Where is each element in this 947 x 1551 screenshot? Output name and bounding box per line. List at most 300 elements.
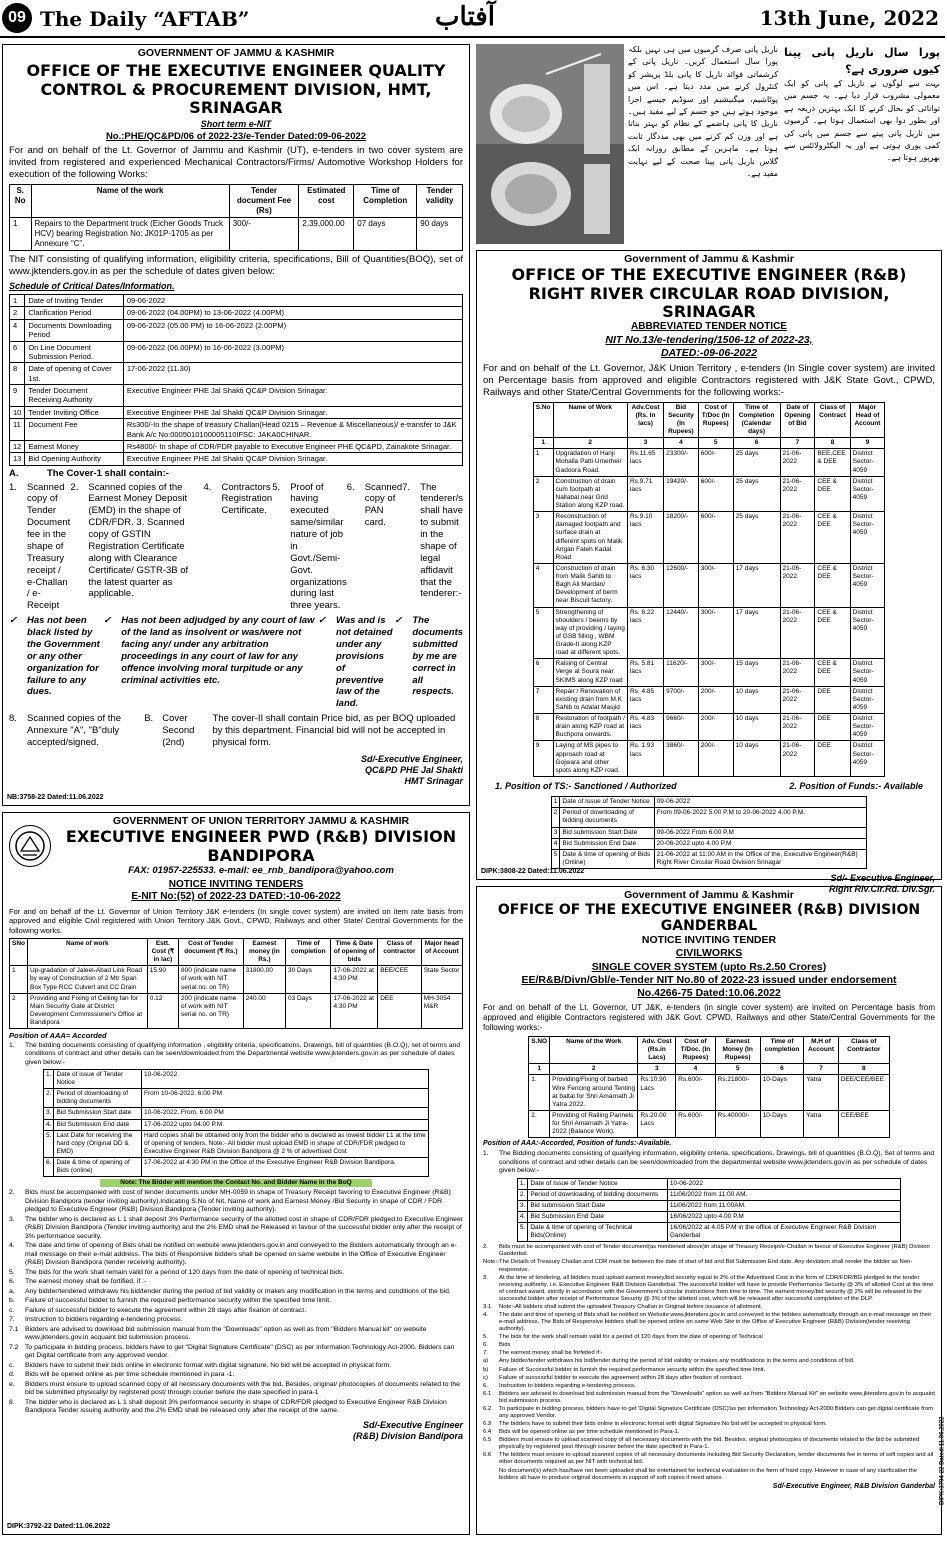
table-header-cell: Time & Date of opening of bids <box>331 938 378 965</box>
affidavit-item <box>103 615 318 710</box>
item-text: At the time of tendering, all bidders must upload earnest money/bid security equal to 2% of the Advertised Cost in the form of CDR/FDR/BG pledged to the tender receiving authority. i.e. Executive Engineer R&B Division Ganderbal. The successful bidder will have to provide Performance Security @ 3% of allotted Cost at the time of contract award, strictly in accordance with the Government's circular instructions from time to time. The earnest money/bid security @ 2% will be released to the successful bidder after receipt of Performance Security @ 3% of the allotted cost, which will be released after successful completion of the DLP. <box>499 1274 934 1302</box>
table-header-cell: Cost of T/Doc. (In Rupees) <box>676 1036 716 1063</box>
condition-item <box>9 482 70 613</box>
signature-block: Sd/-Executive Engineer (R&B) Division Bandipora <box>352 1419 463 1441</box>
ad-reference: DIPK:3808-22 Dated:11.06.2022 <box>481 868 585 876</box>
table-cell: 6. <box>44 1158 54 1177</box>
condition-item <box>9 1288 463 1296</box>
coconut-image-icon <box>476 44 624 244</box>
item-number: ✓ <box>9 615 17 627</box>
item-number: Note:- <box>483 1259 500 1266</box>
tender-ad-bandipora <box>2 812 470 1535</box>
table-cell: 25 days <box>733 476 780 512</box>
item-text: To participate in bidding process, bidders have to get "Digital Signature Certificate" (DSC) as per information Technology Act-2000. Bidders can get Digital certificate from any approved vendor. <box>25 1343 455 1360</box>
table-cell: DEE <box>378 993 422 1029</box>
cover-system: SINGLE COVER SYSTEM (upto Rs.2.50 Crores) <box>591 960 827 973</box>
item-text: Scanned copies of the Annexure "A", "B"duly accepted/signed. <box>27 713 122 748</box>
newspaper-name: The Daily “AFTAB” <box>40 7 250 31</box>
table-cell: District Sector-4059 <box>850 512 885 564</box>
para-1: 1. The Bidding documents consisting of qualifying information, eligibility criteria, specifications, Drawings, bill of quantities (B.O.Q), Set of terms and conditions of contract and other details can be seen/downloaded from the departmental website www.jktenders.gov.in as per schedule of dates given below:- <box>483 1150 935 1175</box>
table-cell: CEE & DEE <box>815 659 850 686</box>
work-row <box>533 476 885 512</box>
works-table <box>9 938 463 1029</box>
item-text: Bids <box>499 1342 511 1349</box>
table-cell: 31800.00 <box>243 966 285 993</box>
condition-item <box>483 1304 935 1311</box>
table-cell: 6 <box>10 341 25 363</box>
condition-item <box>9 1371 463 1379</box>
table-cell: Date & time of opening of Bids (Online) <box>560 849 654 868</box>
item-text: The earnest money shall be forfeited if:- <box>499 1350 603 1357</box>
table-cell: Rs. 4.83 lacs <box>627 714 663 741</box>
table-cell: 21-06-2022 <box>780 659 815 686</box>
bid-note: Note: The Bidder will mention the Contact No. and Bidder Name in the BoQ <box>100 1179 372 1187</box>
item-number: 2. <box>483 1244 488 1251</box>
work-row <box>533 741 885 777</box>
item-text: Scanned copies of the Earnest Money Deposit (EMD) in the shape of CDR/FDR. 3. Scanned copy of GSTIN Registration Certificate along with Clearance Certificate/ GSTR-3B of the latest quarter as applicable. <box>88 481 189 600</box>
table-cell: Restoration of footpath / drain along KZP road at Buchpora onwards. <box>553 714 627 741</box>
table-cell: Yatra <box>804 1110 838 1137</box>
gov-heading: Government of Jammu & Kashmir <box>624 253 794 265</box>
item-text: Failure of Successful bidder to furnish the required performance security within the specified time limit. <box>499 1366 766 1373</box>
table-cell: Rs.10.90 Lacs <box>638 1075 676 1111</box>
table-header-cell: 6 <box>733 438 780 449</box>
condition-item <box>9 1326 463 1343</box>
table-cell: 17 days <box>733 563 780 607</box>
table-cell: 1 <box>10 966 28 993</box>
table-cell: 17-06-2022 at 4:30 PM <box>331 993 378 1029</box>
item-number: 5. <box>483 1334 488 1341</box>
table-cell: Providing and Fixing of Ceiling fan for Main Security Gate at District Development Commissioner's Office at Bandipora <box>28 993 148 1029</box>
notice-title: NOTICE INVITING TENDERS <box>168 878 304 890</box>
item-number: c) <box>483 1374 488 1381</box>
table-cell: DEE/CEE/BEE <box>838 1075 889 1111</box>
affidavit-item <box>394 615 463 710</box>
table-cell: Rs. 1.93 lacs <box>627 741 663 777</box>
table-header-cell: Estimated cost <box>299 185 354 218</box>
table-cell: Executive Engineer PHE Jal Shakti QC&P Division Srinagar. <box>123 385 462 407</box>
tender-ad-rrc <box>476 250 942 895</box>
table-cell: 09-06-2022 (06.00PM) to 16-06-2022 (3.00PM) <box>123 341 462 363</box>
table-cell: DEE <box>815 686 850 713</box>
table-cell: 9660/- <box>664 714 699 741</box>
condition-item <box>347 482 403 613</box>
table-header-cell: Time of completion <box>760 1036 804 1063</box>
cover1-list <box>9 468 463 750</box>
condition-item <box>402 482 463 613</box>
table-cell: Rs.600/- <box>676 1075 716 1111</box>
table-cell: District Sector-4059 <box>850 659 885 686</box>
table-cell: 21-06-2022 at 11:00 AM in the Office of the, Executive Engineer(R&B) Right River Circular Road Division Srinagar <box>654 849 867 868</box>
item-text: The bidder who is declared as L 1 shall deposit 3% Performance security of the allotted cost in shape of CDR/FDR pledged to Executive Engineer (R&B) Division Bandipora (Tender inviting authority) and the 2% EMD shall be Released in favour of the successful bidder only after the receipt of 3% performance security. <box>25 1215 464 1240</box>
aaa-position: Position of AAA= Accorded <box>9 1031 107 1041</box>
table-cell: Construction of drain from Malik Sahib to Bagh Ali Mardan/ Development of berm near Biscuit factory. <box>553 563 627 607</box>
table-cell: 11/06/2022 from 11:00 AM. <box>667 1189 900 1200</box>
item-number: 6. <box>483 1382 488 1389</box>
schedule-row <box>10 319 463 341</box>
table-cell: BEE,CEE & DEE <box>815 449 850 476</box>
table-cell: 15.90 <box>147 966 178 993</box>
table-cell: District Sector-4059 <box>850 741 885 777</box>
table-cell: 18200/- <box>664 512 699 564</box>
item-text: The bidder who is declared as L 1 shall deposit 3% performance security in shape of CDR/FDR pledged to Executive Engineer R&B Division Bandipora Tender issuing authority and the 2% EMD shall be released only after the receipt of the same. <box>25 1398 447 1415</box>
table-cell: 2. <box>529 1110 550 1137</box>
table-header-cell: 7 <box>780 438 815 449</box>
item-text: Failure of successful bidder to execute the agreement within 28 days after fixation of contract. <box>25 1306 307 1314</box>
table-cell: District Sector-4059 <box>850 449 885 476</box>
condition-item <box>9 1216 463 1241</box>
table-cell: Bid submission Start Date <box>560 827 654 838</box>
gov-heading: GOVERNMENT OF JAMMU & KASHMIR <box>137 47 335 59</box>
table-cell: 03 Days <box>285 993 330 1029</box>
work-row <box>529 1075 890 1111</box>
table-cell: Rs. 6.22 lacs <box>627 607 663 659</box>
table-header-cell: 2 <box>553 438 627 449</box>
date-row <box>44 1089 429 1108</box>
table-cell: 25 days <box>733 449 780 476</box>
table-header-cell: S. No <box>10 185 32 218</box>
work-row <box>10 993 463 1029</box>
item-number: a. <box>9 1287 15 1295</box>
condition-item <box>483 1429 935 1436</box>
contact-line: FAX: 01957-225533. e-mail: ee_rnb_bandipora@yahoo.com <box>128 864 394 876</box>
table-cell: Up-gradation of Jaleel-Abad Link Road by way of Construction of 2 Mtr Span Box Type RCC Culvert and CC Drain <box>28 966 148 993</box>
condition-item <box>9 1307 463 1315</box>
intro-paragraph: For and on behalf of the Lt. Governor of Union Territory J&K e-tenders (In single cover system) are invited on item rate basis from approved and eligible Civil registered with Union Territory J&K Govt., CPWD, Railways and other State/ Central Governments for the following works. <box>9 906 463 935</box>
issue-date: 13th June, 2022 <box>759 6 939 30</box>
item-text: Cover Second (2nd) <box>162 713 195 748</box>
item-text: Bids will be opened online as per time schedule mentioned in para -1. <box>25 1371 235 1379</box>
urdu-column-right <box>784 44 940 244</box>
table-cell: 3 <box>551 827 560 838</box>
condition-item <box>9 1344 463 1361</box>
table-cell: Last Date for receiving the hard copy (Original DD & EMD) <box>54 1130 142 1157</box>
table-cell: Bid Opening Authority <box>25 453 124 465</box>
table-cell: 5. <box>44 1130 54 1157</box>
table-cell: Rs.9.71 lacs <box>627 476 663 512</box>
table-cell: 1 <box>551 797 560 808</box>
date-row <box>44 1119 429 1130</box>
table-cell: 19420/- <box>664 476 699 512</box>
table-cell: 2 <box>551 808 560 827</box>
table-cell: 16/06/2022 upto 4.00 P.M <box>667 1211 900 1222</box>
ad-reference: DIPK:3794-22 Dated:11.06.2022 <box>939 1416 946 1505</box>
dates-table <box>551 796 867 869</box>
table-cell: 2. <box>517 1189 527 1200</box>
table-cell: 11/06/2022 from 11:00AM. <box>667 1200 900 1211</box>
condition-item <box>9 1189 463 1214</box>
item-text: Any bidder/tender withdraws his bid/tender during the period of bid validity or makes any modifications in the terms and conditions of bid. <box>499 1358 855 1365</box>
table-cell: 90 days <box>417 218 463 251</box>
condition-item <box>483 1391 935 1405</box>
notice-title: ABBREVIATED TENDER NOTICE <box>631 321 787 333</box>
condition-item <box>9 1278 463 1286</box>
table-header-cell: Earnest money (in Rs.) <box>243 938 285 965</box>
table-cell: 09-06-2022 <box>654 797 867 808</box>
nit-date: DATED:-09-06-2022 <box>660 346 758 359</box>
table-header-cell: Bid Security (In Rupees) <box>664 402 699 438</box>
work-row <box>10 218 463 251</box>
table-cell: 7 <box>533 686 553 713</box>
table-cell: 9 <box>10 385 25 407</box>
table-header-cell: Earnest Money (In Rupees) <box>715 1036 760 1063</box>
table-header-cell: 8 <box>815 438 850 449</box>
table-cell: 240.00 <box>243 993 285 1029</box>
office-heading: OFFICE OF THE EXECUTIVE ENGINEER (R&B) DIVISION GANDERBAL <box>497 902 921 935</box>
table-cell: Reconstruction of damaged footpath and surface drain at different spots on Malik Angan Fateh Kadal Road <box>553 512 627 564</box>
condition-item <box>9 1362 463 1370</box>
item-text: Bidders must ensure to upload scanned copy of all necessary documents with the bid. Besides, original photocopies of documents related to the bid be submitted physically by registered post /through courier before the date specified in Para-1. <box>499 1437 920 1451</box>
item-text: Proof of having executed same/similar nature of job in Govt./Semi-Govt. organizations during last three years. <box>290 481 347 612</box>
condition-item <box>483 1375 935 1382</box>
table-header-cell: 8 <box>838 1064 889 1075</box>
item-text: Scanned copy of Tender Document fee in the shape of Treasury receipt / e-Challan / e-Receipt <box>27 481 71 612</box>
table-cell: 1 <box>10 295 25 307</box>
table-header-cell: 5 <box>715 1064 760 1075</box>
table-cell: 21-06-2022 <box>780 476 815 512</box>
schedule-row <box>10 419 463 441</box>
work-row <box>529 1110 890 1137</box>
table-header-cell: 5 <box>698 438 733 449</box>
civil-works: CIVILWORKS <box>675 947 743 960</box>
table-cell: DEE <box>815 741 850 777</box>
table-header-cell: 9 <box>850 438 885 449</box>
page-header <box>0 0 945 38</box>
table-cell: 300/- <box>698 563 733 607</box>
table-cell: Upgradation of Hanji Mohalla Patti Umerheir Gadoora Road. <box>553 449 627 476</box>
table-cell: 4. <box>44 1119 54 1130</box>
work-row <box>533 512 885 564</box>
table-cell: Bid Submission End Date <box>560 838 654 849</box>
item-number: 8. <box>9 1398 15 1406</box>
table-cell: 300/- <box>698 659 733 686</box>
table-cell: 600/- <box>698 512 733 564</box>
table-cell: 600/- <box>698 449 733 476</box>
date-row <box>517 1223 900 1242</box>
positions-line: 1. Position of TS:- Sanctioned / Authorized 2. Position of Funds:- Available <box>495 780 923 791</box>
condition-item <box>144 713 194 749</box>
schedule-row <box>10 307 463 319</box>
table-cell: 10 <box>10 406 25 418</box>
table-cell: Rs4800/- In shape of CDR/FDR payable to Executive Engineer PHE QC&PD, Zainakote Srinagar. <box>123 440 462 452</box>
table-cell: 1. <box>44 1069 54 1088</box>
item-text: The date and time of opening of Bids shall be notified on website www.jktenders.gov.in and conveyed to the Bidders automatically through an e-mail message on their e-mail address. The bids of Responsive bidders shall be opened on same website in the Office of Executive Engineer (R&B) Division Bandipora (tender receiving authority). <box>25 1242 457 1267</box>
item-text: To participate in bidding process, bidders have to get 'Digital Signature Certificate (DSC)'as per information Technology Act-2000.Bidders can get digital certificate from any approved Vendor. <box>499 1405 934 1419</box>
table-header-cell: 4 <box>664 438 699 449</box>
table-cell: Bid Submission End Date <box>528 1211 668 1222</box>
item-number: ✓ <box>318 615 326 627</box>
item-text: Instruction to bidders regarding e-tendering process. <box>25 1316 183 1324</box>
table-cell: 10-06-2022 <box>667 1178 900 1189</box>
item-number: 6.2 <box>483 1405 492 1412</box>
table-cell: 3. <box>44 1108 54 1119</box>
table-cell: 4 <box>551 838 560 849</box>
item-number: ✓ <box>394 615 403 627</box>
conditions-list <box>483 1244 935 1481</box>
item-text: The bidders must ensure to upload scanned copies of all necessary documents including Bid Security Declaration, tender documents fee in terms of soft copies and all other documents required as per NIT with technical bid. <box>499 1452 934 1466</box>
table-cell: 8 <box>533 714 553 741</box>
table-cell: 12600/- <box>664 563 699 607</box>
table-header-cell: 6 <box>760 1064 804 1075</box>
condition-item <box>272 482 347 613</box>
table-cell: 10 days <box>733 686 780 713</box>
table-cell: 11 <box>10 419 25 441</box>
notice-title: NOTICE INVITING TENDER <box>641 934 777 947</box>
schedule-title: Schedule of Critical Dates/Information. <box>9 280 175 291</box>
item-number: 7. <box>402 481 411 493</box>
table-cell: District Sector-4059 <box>850 686 885 713</box>
item-number: 8. <box>9 713 17 725</box>
affidavit-item <box>318 615 394 710</box>
item-text: Bids must be accompanied with cost of tender documents under MH-0059 in shape of Treasury Receipt favoring to Executive Engineer (R&B) Division Bandipora (tender inviting authority).Indicating S.No of Nit, Name of work and Earnest Money /Bid Security in shape of CDR / FDR pledged to Executive Engineer (R&B) Division Bandipora (Tender inviting authority). <box>25 1189 451 1214</box>
table-header-cell: S.NO <box>529 1036 550 1063</box>
table-cell: District Sector-4059 <box>850 476 885 512</box>
table-cell: From 09-06-2022 5.00 P.M to 20-06-2022 4.00 P.M. <box>654 808 867 827</box>
table-cell: 21-06-2022 <box>780 607 815 659</box>
item-number: 6. <box>346 481 355 493</box>
coconut-photo <box>476 44 624 244</box>
gov-heading: GOVERNMENT OF UNION TERRITORY JAMMU & KASHMIR <box>112 815 410 827</box>
condition-item <box>204 482 273 613</box>
table-cell: 8 <box>10 363 25 385</box>
table-cell: Executive Engineer PHE Jal Shakti QC&P Division Srinagar. <box>123 453 462 465</box>
condition-item <box>9 1269 463 1277</box>
table-cell: Clarification Period <box>25 307 124 319</box>
table-cell: Date & time of opening of Technical Bids(Online) <box>528 1223 668 1242</box>
table-cell: Rs.21800/- <box>715 1075 760 1111</box>
table-header-cell: Adv. Cost (Rs.in Lacs) <box>638 1036 676 1063</box>
item-text: Has not been adjudged by any court of law of the land as insolvent or was/were not facing any/ under any arbitration proceedings in any court of law for any offence involving moral turpitude or any criminal activities etc. <box>121 615 315 686</box>
table-header-cell: Estt. Cost (₹ in lac) <box>147 938 178 965</box>
urdu-column-middle <box>628 44 778 244</box>
table-cell: Repairs to the Department truck (Eicher Goods Truck HCV) bearing Registration No: JK01P-1705 as per Annexure “C”. <box>31 218 229 251</box>
item-number: 6.4 <box>483 1429 492 1436</box>
works-table <box>528 1036 890 1138</box>
table-header-cell: 3 <box>638 1064 676 1075</box>
table-cell: 09-06-2022 From 6.00 P.M <box>654 827 867 838</box>
item-number: 6.6 <box>483 1452 492 1459</box>
table-cell: Tender Inviting Office <box>25 406 124 418</box>
table-cell: 200/- <box>698 741 733 777</box>
table-header-cell: Major Head of Account <box>850 402 885 438</box>
condition-item <box>483 1350 935 1357</box>
table-cell: Date of opening of Cover 1st. <box>25 363 124 385</box>
urdu-text-1: بہت سے لوگوں نے ناریل کے پانی کو ایک معمولی مشروب قرار دیا ہے۔ یہ جسم میں توانائی کو بحال کرنے کا ایک بہترین ذریعہ ہے اور بطور دوا بھی استعمال ہوتا ہے۔ گرمیوں میں ناریل پانی پینے سے جسم میں پانی کی کمی پوری ہوتی ہے اور یہ الیکٹرولائٹس سے بھرپور ہوتا ہے۔ <box>784 79 940 163</box>
table-cell: District Sector-4059 <box>850 607 885 659</box>
signature-block: Sd/-Executive Engineer, R&B Division Ganderbal <box>772 1482 935 1490</box>
table-cell: 21-06-2022 <box>780 563 815 607</box>
table-cell: From 10-06-2022. 6:00 PM <box>141 1089 428 1108</box>
table-cell: 200/- <box>698 714 733 741</box>
table-cell: 16/06/2022 at 4.05 P.M in the office of Executive Engineer R&B Division Ganderbal <box>667 1223 900 1242</box>
date-row <box>517 1200 900 1211</box>
item-number: 4. <box>483 1311 488 1318</box>
item-number <box>194 713 212 749</box>
work-row <box>533 714 885 741</box>
nit-number-2: No.4266-75 Dated:10.06.2022 <box>637 986 781 999</box>
schedule-row <box>10 440 463 452</box>
item-text: No document(s) which has/have not been uploaded shall be entertained for technical evaluation in the form of hard copy. However in case of any clarification the bidders all have to produce original documents in support of soft copies if need arises. <box>499 1467 918 1481</box>
condition-item <box>194 713 463 749</box>
condition-item <box>483 1367 935 1374</box>
affidavit-item <box>9 615 103 710</box>
table-cell: On Line Document Submission Period. <box>25 341 124 363</box>
item-number: 7. <box>483 1350 488 1357</box>
condition-item <box>483 1468 935 1482</box>
table-cell: CEE & DEE <box>815 512 850 564</box>
cover1-heading: A. The Cover-1 shall contain:- <box>9 467 169 479</box>
table-header-cell: 7 <box>804 1064 838 1075</box>
item-text: Bids must be accompanied with cost of Tender document(as mentioned above)in shape of Treasury Receipt/e-Challan in favour of Executive Engineer (R&B) Division Ganderbal. <box>499 1244 930 1258</box>
table-cell: 13 <box>10 453 25 465</box>
item-text: Bidders must ensure to upload scanned copy of all necessary documents with the bid. Besides, original/ photocopies of documents related to the bid be submitted physically/ by registered post/ through courier before the date specified in para-1 <box>25 1380 460 1397</box>
table-cell: 21-06-2022 <box>780 714 815 741</box>
condition-item <box>9 1399 463 1416</box>
condition-item <box>9 713 144 749</box>
condition-item <box>9 1242 463 1267</box>
item-text: Scanned copy of PAN card. <box>364 481 403 529</box>
condition-item <box>9 1381 463 1398</box>
table-cell: 5. <box>517 1223 527 1242</box>
table-cell: 21-06-2022 <box>780 512 815 564</box>
date-row <box>551 849 866 868</box>
item-number: 6. <box>483 1342 488 1349</box>
table-cell: 600/- <box>698 476 733 512</box>
table-cell: Date of Issue of Tender Notice <box>560 797 654 808</box>
condition-item <box>483 1358 935 1365</box>
item-number: c. <box>9 1306 15 1314</box>
table-cell: 25 days <box>733 512 780 564</box>
table-header-cell: Name of the work <box>31 185 229 218</box>
table-cell: CEE & DEE <box>815 476 850 512</box>
table-cell: 2 <box>10 307 25 319</box>
work-row <box>533 449 885 476</box>
item-text: Bidders have to submit their bids online in electronic format with digital signature. No bid will be accepted in physical form. <box>25 1361 392 1369</box>
table-header-cell: SNo <box>10 938 28 965</box>
item-number: 1. <box>9 481 17 493</box>
intro-paragraph: For and on behalf of the Lt. Governor, J&K Union Territory , e-tenders (In Single cover system) are invited on Percentage basis from approved and eligible Contractors registered with J&K State Govt., CPWD, Railways and other State/Central Governments for the following works:- <box>483 363 935 398</box>
table-header-cell: 2 <box>550 1064 638 1075</box>
table-cell: 09-06-2022 <box>123 295 462 307</box>
table-header-cell: 1 <box>529 1064 550 1075</box>
item-number: 7.1 <box>9 1325 19 1333</box>
item-number: b. <box>9 1297 15 1305</box>
date-row <box>44 1158 429 1177</box>
table-cell: 21-06-2022 <box>780 686 815 713</box>
item-number <box>483 1468 499 1482</box>
work-row <box>533 607 885 659</box>
table-cell: 1. <box>529 1075 550 1111</box>
ad-reference: DIPK:3792-22 Dated:11.06.2022 <box>7 1523 111 1531</box>
item-number: ✓ <box>103 615 112 627</box>
item-number: e. <box>9 1380 15 1388</box>
table-header-cell: Major head of Account <box>421 938 462 965</box>
table-cell: Rs. 5.81 lacs <box>627 659 663 686</box>
office-heading: OFFICE OF THE EXECUTIVE ENGINEER (R&B) RIGHT RIVER CIRCULAR ROAD DIVISION, SRINAGAR <box>511 265 907 321</box>
item-number: 7. <box>9 1316 15 1324</box>
condition-item <box>483 1406 935 1420</box>
nit-number: EE/R&B/Divn/Gbl/e-Tender NIT No.80 of 2022-23 issued under endorsement <box>521 973 897 986</box>
item-text: Instruction to bidders regarding e-tendering process. <box>499 1382 636 1389</box>
table-header-cell: Tender document Fee (Rs) <box>229 185 299 218</box>
table-cell: 17-06-2022 at 4:30 PM in the Office of the Executive Engineer R&B Division Bandipora. <box>141 1158 428 1177</box>
table-cell: Date of Issue of Tender Notice <box>528 1178 668 1189</box>
table-cell: Period of downloading of bidding documents <box>560 808 654 827</box>
table-header-cell: Cost of T/Doc (In Rupees) <box>698 402 733 438</box>
table-cell: Rs.40000/- <box>715 1110 760 1137</box>
table-cell: 10-Days <box>760 1075 804 1111</box>
table-cell: 09-06-2022 (05.00 PM) to 16-06-2022 (2.00PM) <box>123 319 462 341</box>
